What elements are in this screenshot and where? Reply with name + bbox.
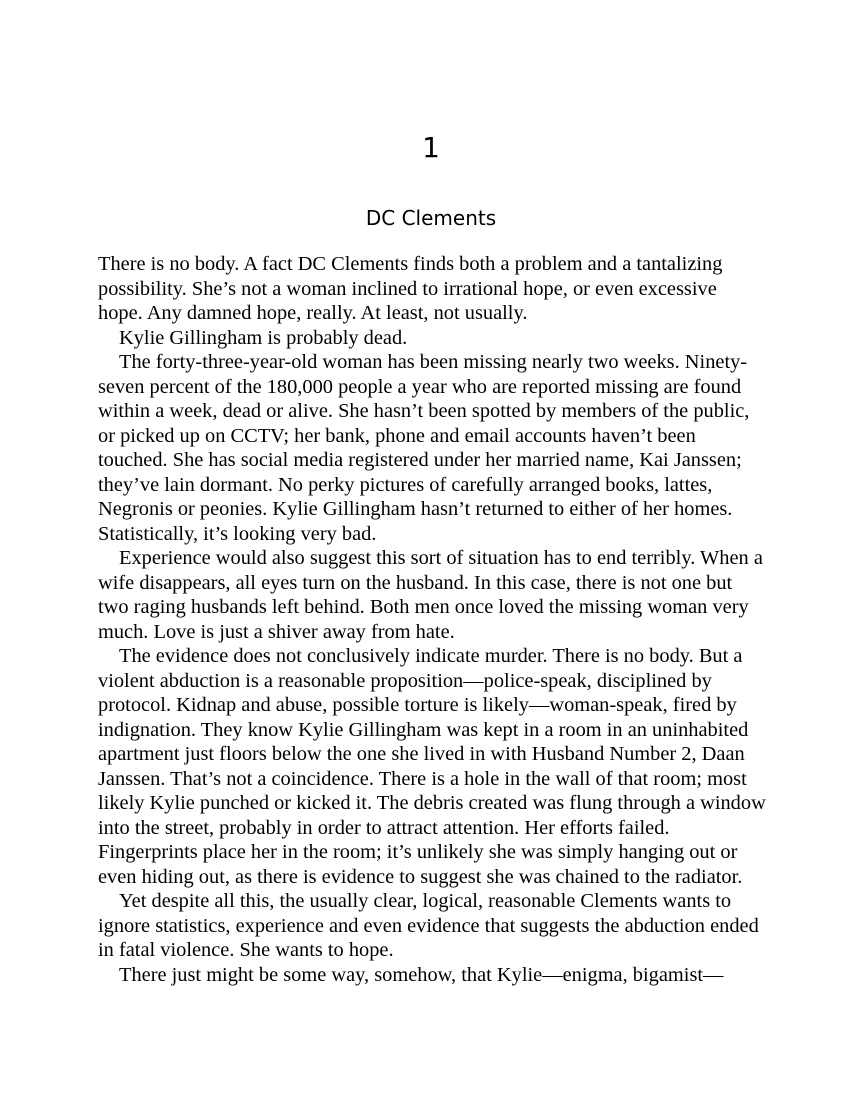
paragraph: The evidence does not conclusively indicate murder. There is no body. But a violent abduction is a reasonable proposition—police-speak, disciplined by protocol. Kidnap and abuse, possible torture is likely—woman-speak, fired by indignation. They know Kylie Gillingham was kept in a room in an uninhabited apartment just floors below the one she lived in with Husband Number 2, Daan Janssen. That’s not a coincidence. There is a hole in the wall of that room; most likely Kylie punched or kicked it. The debris created was flung through a window into the street, probably in order to attract attention. Her efforts failed. Fingerprints place her in the room; it’s unlikely she was simply hanging out or even hiding out, as there is evidence to suggest she was chained to the radiator. xyxy=(98,645,766,888)
paragraph: Experience would also suggest this sort of situation has to end terribly. When a wife disappears, all eyes turn on the husband. In this case, there is not one but two raging husbands left behind. Both men once loved the missing woman very much. Love is just a shiver away from hate. xyxy=(98,547,763,643)
chapter-number: 1 xyxy=(422,131,440,164)
chapter-body xyxy=(98,252,766,987)
chapter-title: DC Clements xyxy=(365,206,497,230)
paragraph: There just might be some way, somehow, that Kylie—enigma, bigamist— xyxy=(119,963,724,986)
paragraph: Yet despite all this, the usually clear, logical, reasonable Clements wants to ignore statistics, experience and even evidence that suggests the abduction ended in fatal violence. She wants to hope. xyxy=(98,890,759,961)
paragraph: There is no body. A fact DC Clements finds both a problem and a tantalizing possibility. She’s not a woman inclined to irrational hope, or even excessive hope. Any damned hope, really. At least, not usually. xyxy=(98,253,723,324)
paragraph: Kylie Gillingham is probably dead. xyxy=(119,326,408,349)
paragraph: The forty-three-year-old woman has been missing nearly two weeks. Ninety-seven percent of the 180,000 people a year who are reported missing are found within a week, dead or alive. She hasn’t been spotted by members of the public, or picked up on CCTV; her bank, phone and email accounts haven’t been touched. She has social media registered under her married name, Kai Janssen; they’ve lain dormant. No perky pictures of carefully arranged books, lattes, Negronis or peonies. Kylie Gillingham hasn’t returned to either of her homes. Statistically, it’s looking very bad. xyxy=(98,351,750,545)
